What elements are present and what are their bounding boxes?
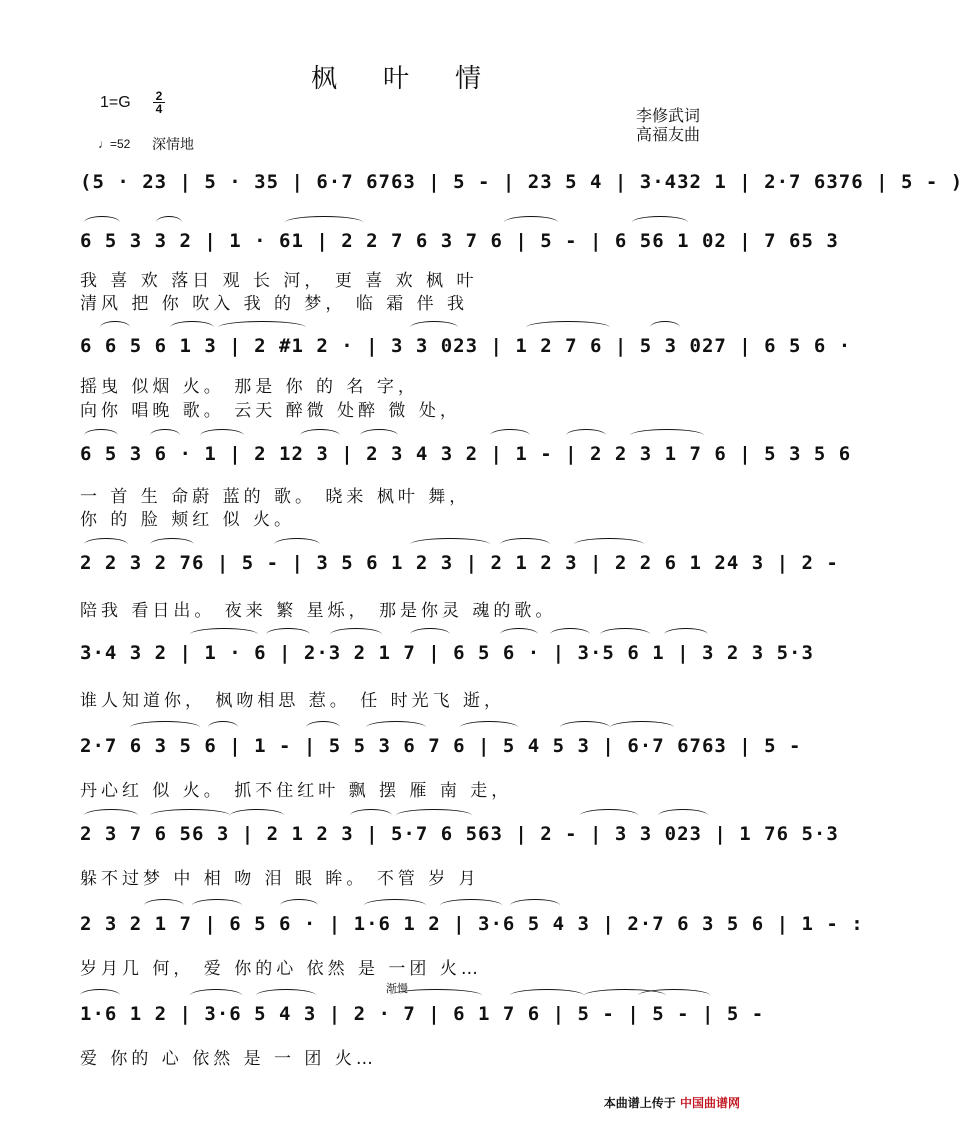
notation-row-8 [80,818,839,850]
notes-line: 6 5 3 3 2 | 1 · 61 | 2 2 7 6 3 7 6 | 5 - | 6 56 1 02 | 7 65 3 [80,230,839,252]
lyric-line: 爱 你的 心 依然 是 一 团 火… [80,1049,377,1069]
notation-row-7 [80,730,802,762]
lyric-line: 你 的 脸 颊红 似 火。 [80,510,296,530]
lyric-line: 躲不过梦 中 相 吻 泪 眼 眸。 不管 岁 月 [80,869,480,889]
footer [604,1094,740,1111]
lyric-line: 我 喜 欢 落日 观 长 河， 更 喜 欢 枫 叶 [80,271,478,291]
notation-row-6 [80,637,814,669]
lyric-line: 向你 唱晚 歌。 云天 醉微 处醉 微 处， [80,401,461,421]
notation-row-2 [80,225,839,257]
notation-row-5 [80,547,839,579]
notes-line: 1·6 1 2 | 3·6 5 4 3 | 2 · 7 | 6 1 7 6 | 5 - | 5 - | 5 - [80,1003,765,1025]
lyric-line: 岁月几 何， 爱 你的心 依然 是 一团 火… [80,959,482,979]
notation-row-3 [80,330,852,362]
lyric-line: 摇曳 似烟 火。 那是 你 的 名 字， [80,377,419,397]
notation-row-4 [80,438,852,470]
site-logo[interactable]: 中国曲谱网 [679,1096,740,1110]
notation-row-9 [80,908,864,940]
notes-line: 6 5 3 6 · 1 | 2 12 3 | 2 3 4 3 2 | 1 - | 2 2 3 1 7 6 | 5 3 5 6 [80,443,852,465]
credits [636,106,700,144]
lyric-line: 一 首 生 命蔚 蓝的 歌。 晓来 枫叶 舞， [80,487,471,507]
lyric-line: 丹心红 似 火。 抓不住红叶 飘 摆 雁 南 走， [80,781,513,801]
meter-top: 2 [155,89,163,103]
tempo-mark: ♩=52 [98,137,131,151]
expression-mark: 深情地 [152,137,194,153]
notes-line: 2 3 7 6 56 3 | 2 1 2 3 | 5·7 6 563 | 2 - | 3 3 023 | 1 76 5·3 [80,823,839,845]
notes-line: 2 2 3 2 76 | 5 - | 3 5 6 1 2 3 | 2 1 2 3 | 2 2 6 1 24 3 | 2 - [80,552,839,574]
lyric-line: 清风 把 你 吹入 我 的 梦， 临 霜 伴 我 [80,294,469,314]
notes-line: 2 3 2 1 7 | 6 5 6 · | 1·6 1 2 | 3·6 5 4 3 | 2·7 6 3 5 6 | 1 - : [80,913,864,935]
composer: 高福友曲 [635,125,700,144]
footer-text: 本曲谱上传于 [603,1096,676,1110]
lyricist: 李修武词 [635,106,700,125]
song-title: 枫叶情 [310,64,527,94]
notes-line: (5 · 23 | 5 · 35 | 6·7 6763 | 5 - | 23 5 4 | 3·432 1 | 2·7 6376 | 5 - ) [80,171,963,193]
notes-line: 2·7 6 3 5 6 | 1 - | 5 5 3 6 7 6 | 5 4 5 3 | 6·7 6763 | 5 - [80,735,802,757]
ritardando-mark: 渐慢 [386,982,408,995]
key-signature: 1=G [100,94,131,111]
meter-bottom: 4 [155,102,163,116]
time-signature [152,90,166,115]
notes-line: 3·4 3 2 | 1 · 6 | 2·3 2 1 7 | 6 5 6 · | 3·5 6 1 | 3 2 3 5·3 [80,642,814,664]
notation-row-1 [80,166,963,198]
notation-row-10 [80,998,765,1030]
lyric-line: 谁人知道你， 枫吻相思 惹。 任 时光飞 逝， [80,691,506,711]
lyric-line: 陪我 看日出。 夜来 繁 星烁， 那是你灵 魂的歌。 [80,601,557,621]
notes-line: 6 6 5 6 1 3 | 2 #1 2 · | 3 3 023 | 1 2 7 6 | 5 3 027 | 6 5 6 · [80,335,852,357]
